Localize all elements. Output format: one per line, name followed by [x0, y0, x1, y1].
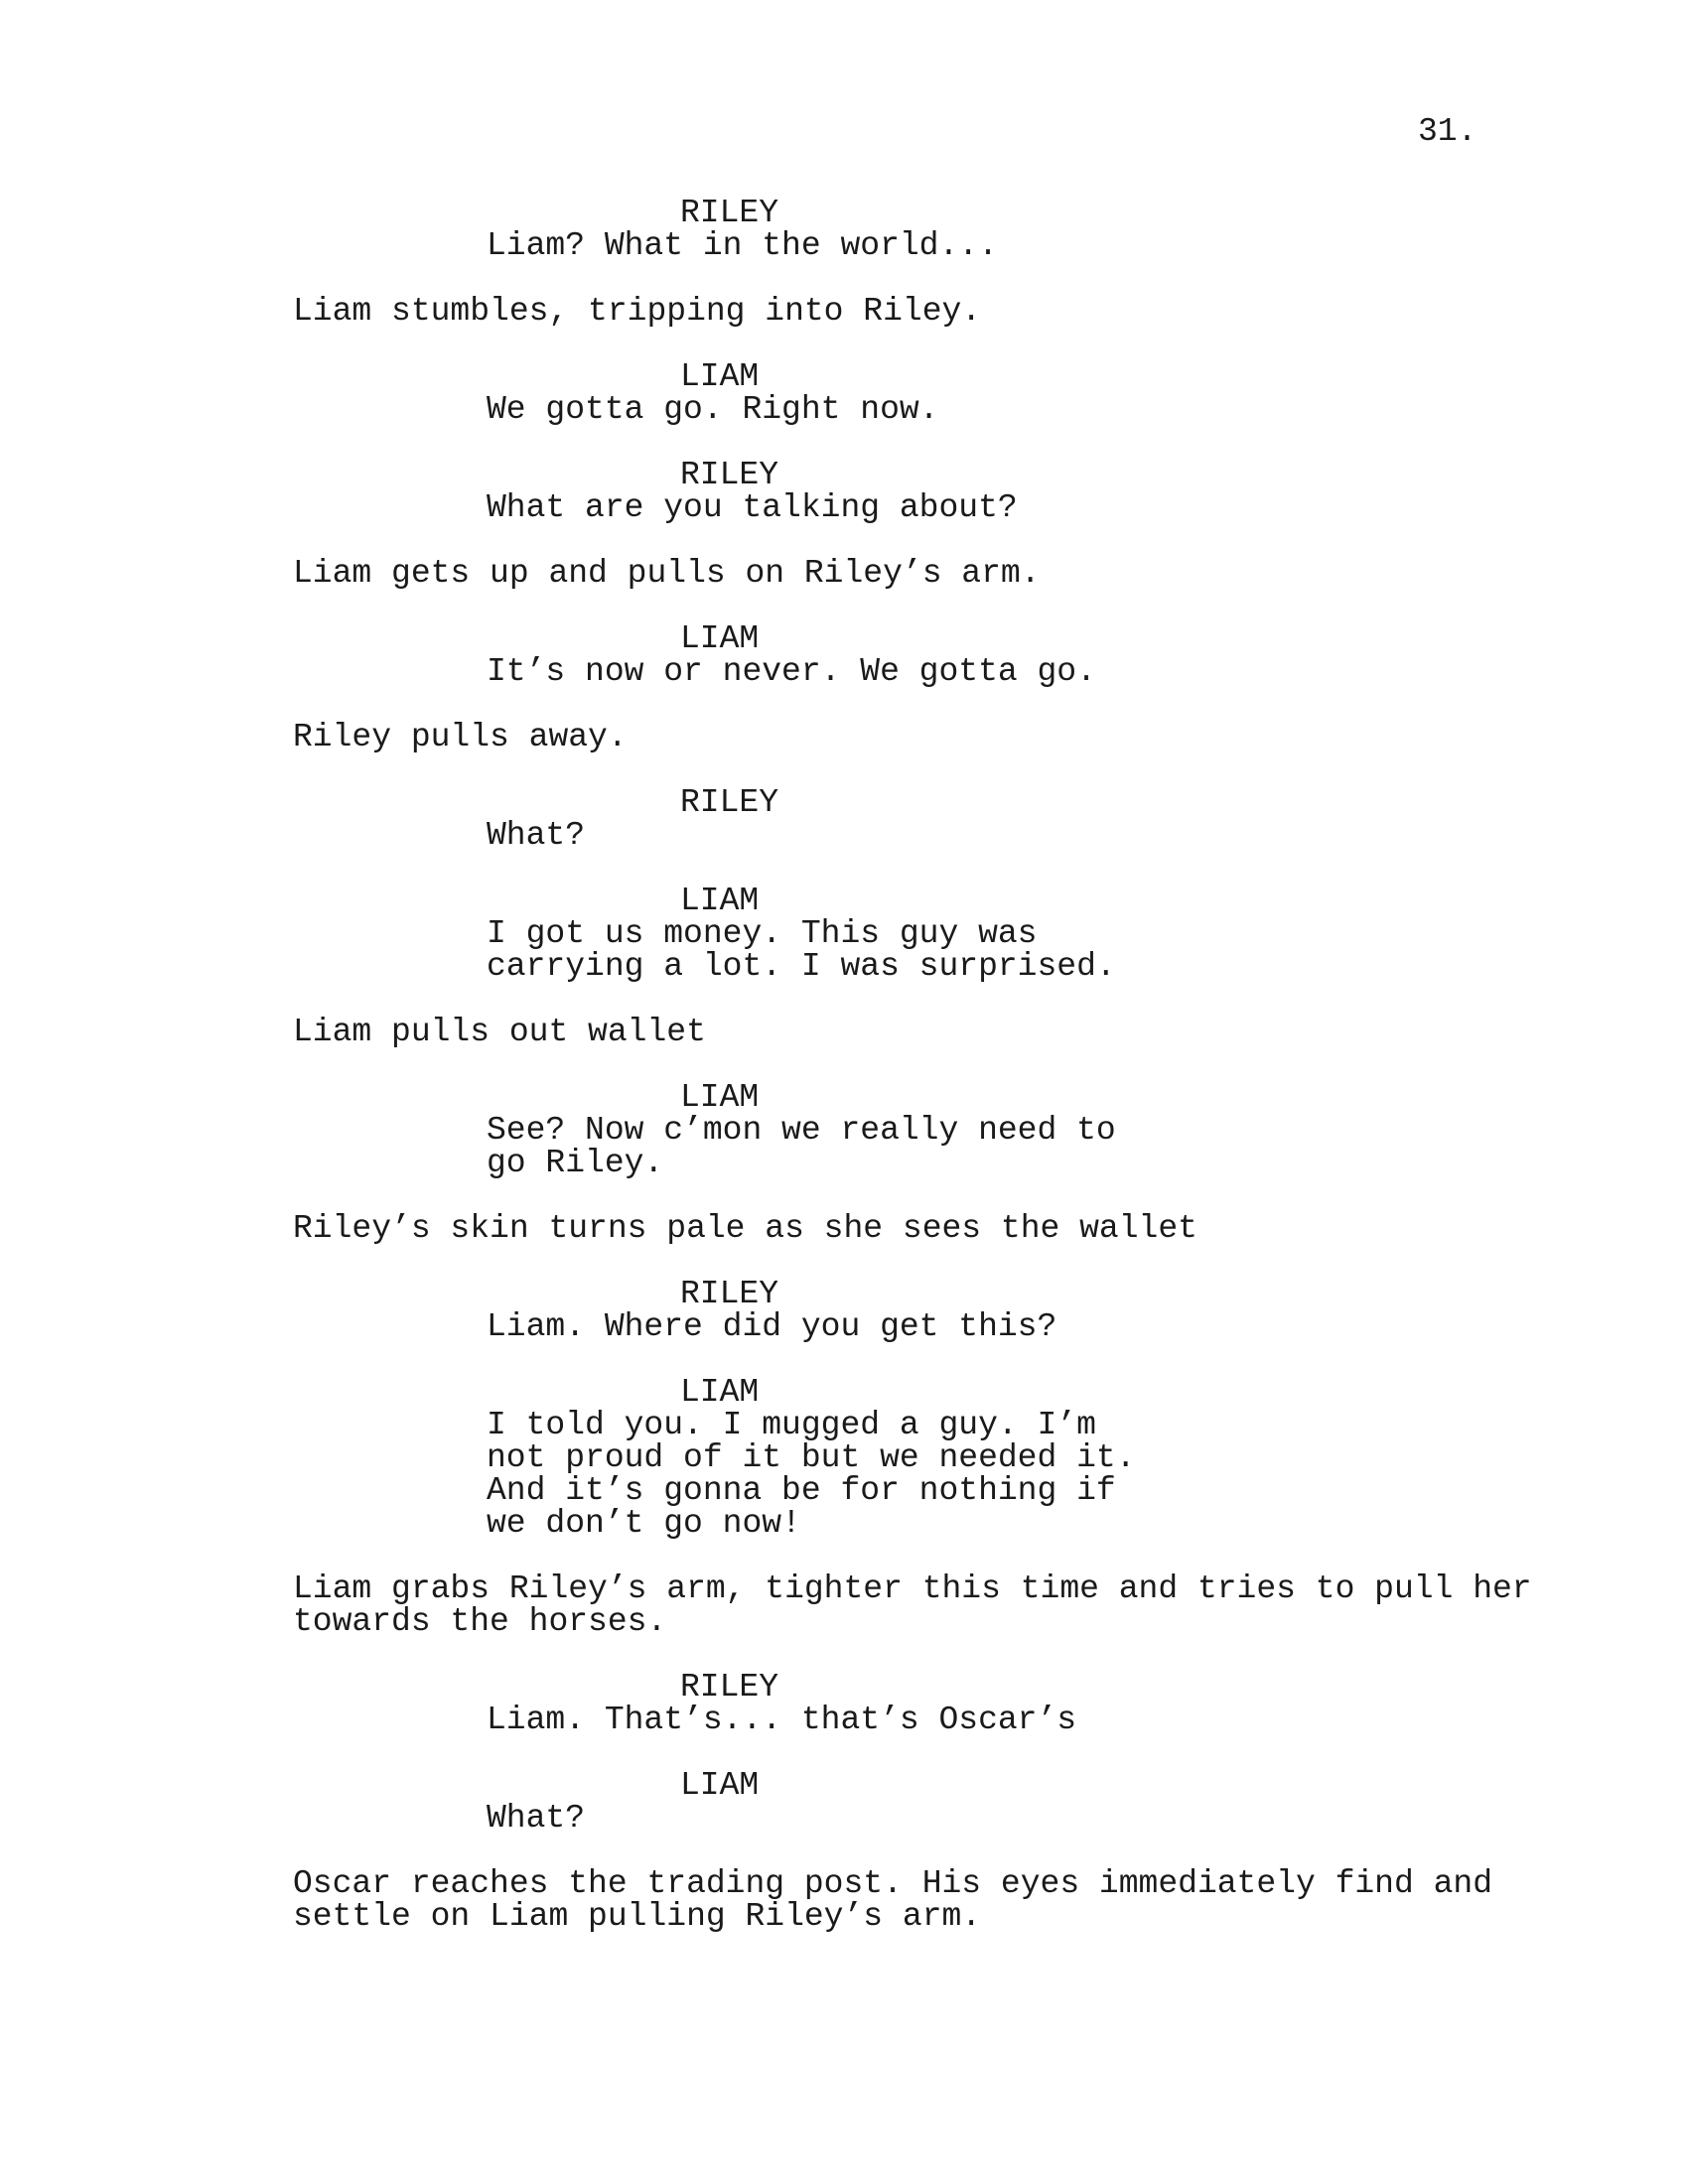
action-line: Liam pulls out wallet	[293, 1014, 706, 1050]
character-name: RILEY	[680, 784, 779, 821]
character-name: LIAM	[680, 358, 760, 395]
dialogue-line: I got us money. This guy was carrying a lot. I was surprised.	[487, 915, 1116, 985]
character-name: RILEY	[680, 195, 779, 231]
action-line: Liam grabs Riley’s arm, tighter this time and tries to pull her towards the horses.	[293, 1570, 1532, 1640]
dialogue-block	[0, 459, 1688, 524]
dialogue-line: What?	[487, 1800, 586, 1837]
dialogue-line: See? Now c’mon we really need to go Riley.	[487, 1112, 1116, 1181]
dialogue-line: What?	[487, 817, 586, 854]
dialogue-line: Liam? What in the world...	[487, 227, 998, 264]
dialogue-block	[0, 786, 1688, 852]
action-line: Riley pulls away.	[293, 719, 628, 755]
dialogue-line: We gotta go. Right now.	[487, 391, 939, 428]
character-name: LIAM	[680, 883, 760, 919]
dialogue-block	[0, 1278, 1688, 1343]
dialogue-line: Liam. That’s... that’s Oscar’s	[487, 1702, 1077, 1738]
character-name: LIAM	[680, 620, 760, 657]
character-name: RILEY	[680, 1669, 779, 1706]
character-name: RILEY	[680, 457, 779, 493]
action-line: Liam stumbles, tripping into Riley.	[293, 293, 982, 330]
dialogue-block	[0, 1376, 1688, 1540]
dialogue-block	[0, 1081, 1688, 1179]
dialogue-line: What are you talking about?	[487, 489, 1018, 526]
dialogue-line: I told you. I mugged a guy. I’m not proud of it but we needed it. And it’s gonna be for nothing if we don’t go now!	[487, 1407, 1136, 1542]
dialogue-block	[0, 622, 1688, 688]
character-name: LIAM	[680, 1079, 760, 1116]
action-line: Riley’s skin turns pale as she sees the wallet	[293, 1210, 1197, 1247]
dialogue-block	[0, 885, 1688, 983]
action-line: Oscar reaches the trading post. His eyes immediately find and settle on Liam pulling Riley’s arm.	[293, 1865, 1492, 1935]
dialogue-block	[0, 360, 1688, 426]
script-body	[0, 197, 1688, 1933]
character-name: LIAM	[680, 1767, 760, 1804]
dialogue-line: Liam. Where did you get this?	[487, 1308, 1057, 1345]
dialogue-block	[0, 1671, 1688, 1736]
dialogue-block	[0, 1769, 1688, 1835]
dialogue-line: It’s now or never. We gotta go.	[487, 653, 1096, 690]
dialogue-block	[0, 197, 1688, 262]
character-name: RILEY	[680, 1276, 779, 1312]
character-name: LIAM	[680, 1374, 760, 1411]
page-number: 31.	[1418, 113, 1477, 150]
action-line: Liam gets up and pulls on Riley’s arm.	[293, 555, 1041, 592]
